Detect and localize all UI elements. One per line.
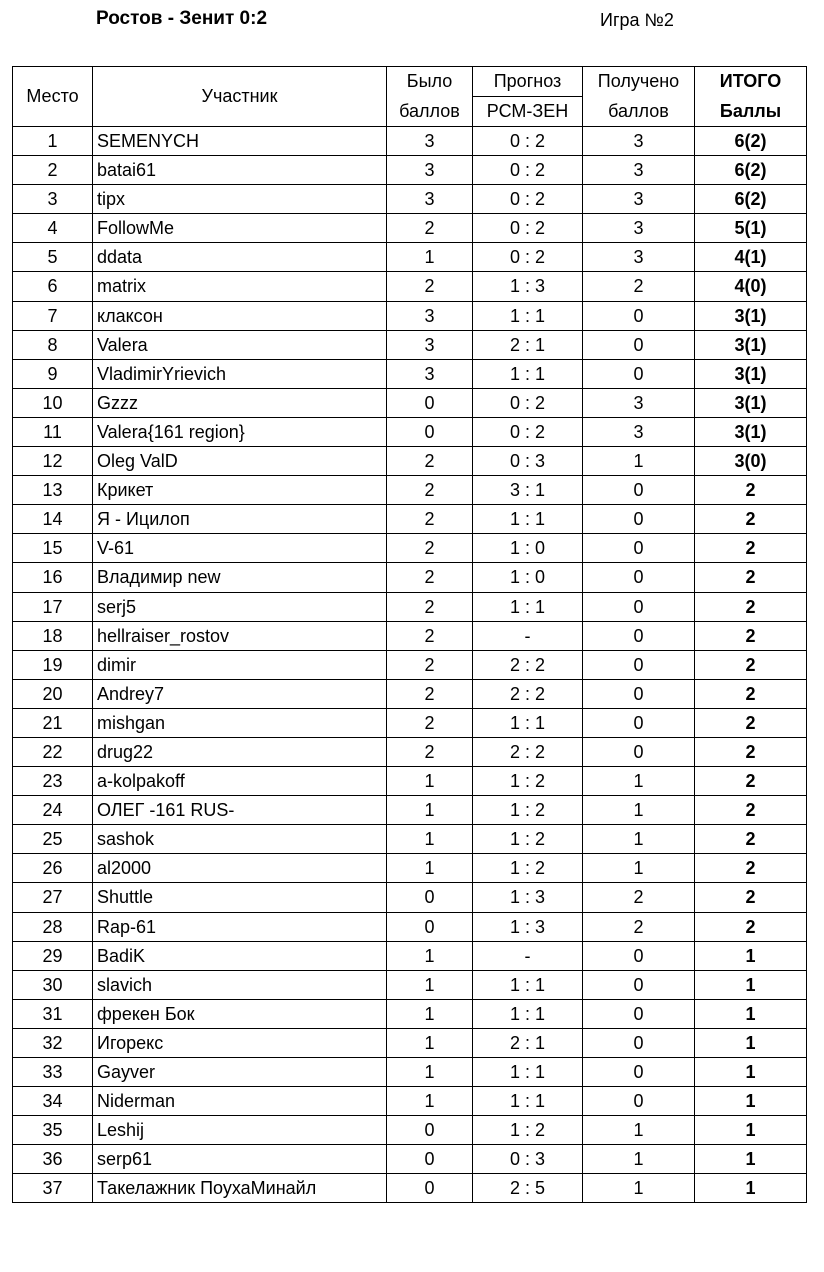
forecast-cell: 2 : 1 [473, 330, 583, 359]
table-row [13, 563, 807, 592]
place-cell: 8 [13, 330, 93, 359]
got-points-cell: 1 [583, 1145, 695, 1174]
got-points-cell: 0 [583, 301, 695, 330]
total-points-cell: 2 [695, 912, 807, 941]
table-row [13, 737, 807, 766]
was-points-cell: 1 [387, 999, 473, 1028]
total-points-cell: 3(1) [695, 301, 807, 330]
got-points-cell: 0 [583, 941, 695, 970]
place-cell: 5 [13, 243, 93, 272]
got-points-cell: 1 [583, 796, 695, 825]
got-points-cell: 3 [583, 127, 695, 156]
total-points-cell: 4(0) [695, 272, 807, 301]
table-row [13, 243, 807, 272]
forecast-cell: 1 : 1 [473, 592, 583, 621]
forecast-cell: 1 : 0 [473, 534, 583, 563]
forecast-cell: 1 : 3 [473, 272, 583, 301]
was-points-cell: 0 [387, 883, 473, 912]
place-cell: 30 [13, 970, 93, 999]
forecast-cell: 3 : 1 [473, 476, 583, 505]
participant-cell: Andrey7 [93, 679, 387, 708]
was-points-cell: 0 [387, 417, 473, 446]
got-points-cell: 0 [583, 679, 695, 708]
total-points-cell: 2 [695, 563, 807, 592]
was-points-cell: 0 [387, 1174, 473, 1203]
participant-cell: Oleg ValD [93, 447, 387, 476]
was-points-cell: 3 [387, 359, 473, 388]
total-points-cell: 2 [695, 679, 807, 708]
participant-cell: matrix [93, 272, 387, 301]
place-cell: 12 [13, 447, 93, 476]
place-cell: 24 [13, 796, 93, 825]
total-points-cell: 2 [695, 883, 807, 912]
total-points-cell: 1 [695, 1087, 807, 1116]
table-row [13, 388, 807, 417]
got-points-cell: 1 [583, 1174, 695, 1203]
table-row [13, 1058, 807, 1087]
table-row [13, 156, 807, 185]
was-points-cell: 1 [387, 970, 473, 999]
forecast-cell: 0 : 2 [473, 417, 583, 446]
table-row [13, 1174, 807, 1203]
total-header-line1: ИТОГО [695, 67, 807, 97]
forecast-cell: 0 : 3 [473, 447, 583, 476]
total-points-cell: 1 [695, 1174, 807, 1203]
was-points-cell: 1 [387, 825, 473, 854]
got-header-line1: Получено [583, 67, 695, 97]
table-row [13, 883, 807, 912]
was-points-cell: 3 [387, 330, 473, 359]
participant-cell: tipx [93, 185, 387, 214]
forecast-cell: 1 : 0 [473, 563, 583, 592]
participant-cell: a-kolpakoff [93, 767, 387, 796]
got-points-cell: 0 [583, 737, 695, 766]
table-row [13, 999, 807, 1028]
participant-cell: Такелажник ПоухаМинайл [93, 1174, 387, 1203]
place-cell: 23 [13, 767, 93, 796]
table-row [13, 592, 807, 621]
table-row [13, 534, 807, 563]
got-points-cell: 0 [583, 534, 695, 563]
was-points-cell: 3 [387, 185, 473, 214]
table-row [13, 767, 807, 796]
was-header-line2: баллов [387, 97, 473, 127]
was-points-cell: 3 [387, 156, 473, 185]
was-points-cell: 2 [387, 534, 473, 563]
total-points-cell: 2 [695, 476, 807, 505]
table-row [13, 214, 807, 243]
was-points-cell: 3 [387, 127, 473, 156]
place-cell: 15 [13, 534, 93, 563]
table-row [13, 505, 807, 534]
place-cell: 10 [13, 388, 93, 417]
was-points-cell: 1 [387, 1058, 473, 1087]
was-points-cell: 0 [387, 912, 473, 941]
got-points-cell: 3 [583, 243, 695, 272]
got-points-cell: 0 [583, 970, 695, 999]
got-points-cell: 0 [583, 650, 695, 679]
participant-cell: Игорекс [93, 1028, 387, 1057]
got-points-cell: 0 [583, 330, 695, 359]
got-points-cell: 3 [583, 388, 695, 417]
participant-header: Участник [93, 67, 387, 127]
total-points-cell: 2 [695, 592, 807, 621]
place-cell: 21 [13, 708, 93, 737]
forecast-cell: 2 : 5 [473, 1174, 583, 1203]
table-row [13, 679, 807, 708]
forecast-cell: 0 : 2 [473, 185, 583, 214]
forecast-cell: 1 : 2 [473, 854, 583, 883]
total-points-cell: 3(1) [695, 330, 807, 359]
participant-cell: Valera{161 region} [93, 417, 387, 446]
table-row [13, 301, 807, 330]
participant-cell: serp61 [93, 1145, 387, 1174]
place-cell: 35 [13, 1116, 93, 1145]
table-row [13, 417, 807, 446]
total-points-cell: 2 [695, 796, 807, 825]
place-cell: 1 [13, 127, 93, 156]
forecast-cell: 0 : 3 [473, 1145, 583, 1174]
table-row [13, 330, 807, 359]
forecast-cell: 0 : 2 [473, 388, 583, 417]
was-points-cell: 0 [387, 1116, 473, 1145]
table-row [13, 912, 807, 941]
got-points-cell: 0 [583, 476, 695, 505]
participant-cell: Leshij [93, 1116, 387, 1145]
place-cell: 9 [13, 359, 93, 388]
was-points-cell: 2 [387, 737, 473, 766]
place-cell: 6 [13, 272, 93, 301]
table-row [13, 1028, 807, 1057]
total-points-cell: 3(0) [695, 447, 807, 476]
got-points-cell: 2 [583, 883, 695, 912]
participant-cell: BadiK [93, 941, 387, 970]
was-points-cell: 2 [387, 708, 473, 737]
match-title: Ростов - Зенит 0:2 [96, 8, 268, 29]
table-row [13, 650, 807, 679]
total-points-cell: 2 [695, 621, 807, 650]
place-cell: 3 [13, 185, 93, 214]
place-cell: 18 [13, 621, 93, 650]
standings-table [12, 66, 807, 1203]
was-points-cell: 0 [387, 388, 473, 417]
was-points-cell: 2 [387, 650, 473, 679]
participant-cell: sashok [93, 825, 387, 854]
total-points-cell: 6(2) [695, 185, 807, 214]
table-row [13, 185, 807, 214]
total-points-cell: 3(1) [695, 417, 807, 446]
total-points-cell: 2 [695, 505, 807, 534]
place-cell: 26 [13, 854, 93, 883]
participant-cell: SEMENYCH [93, 127, 387, 156]
total-points-cell: 1 [695, 941, 807, 970]
total-points-cell: 2 [695, 767, 807, 796]
place-cell: 22 [13, 737, 93, 766]
was-points-cell: 2 [387, 272, 473, 301]
got-header-line2: баллов [583, 97, 695, 127]
total-points-cell: 1 [695, 1058, 807, 1087]
was-points-cell: 2 [387, 214, 473, 243]
total-points-cell: 3(1) [695, 388, 807, 417]
place-cell: 37 [13, 1174, 93, 1203]
got-points-cell: 3 [583, 185, 695, 214]
was-points-cell: 1 [387, 767, 473, 796]
got-points-cell: 0 [583, 592, 695, 621]
table-row [13, 1145, 807, 1174]
got-points-cell: 0 [583, 1087, 695, 1116]
forecast-cell: 0 : 2 [473, 243, 583, 272]
table-row [13, 621, 807, 650]
was-points-cell: 2 [387, 592, 473, 621]
got-points-cell: 2 [583, 272, 695, 301]
table-row [13, 127, 807, 156]
got-points-cell: 0 [583, 708, 695, 737]
forecast-cell: 0 : 2 [473, 127, 583, 156]
total-points-cell: 2 [695, 854, 807, 883]
participant-cell: клаксон [93, 301, 387, 330]
place-header: Место [13, 67, 93, 127]
place-cell: 34 [13, 1087, 93, 1116]
got-points-cell: 3 [583, 156, 695, 185]
header-row-top [13, 67, 807, 97]
forecast-cell: 1 : 1 [473, 1058, 583, 1087]
place-cell: 27 [13, 883, 93, 912]
was-points-cell: 1 [387, 243, 473, 272]
participant-cell: Gayver [93, 1058, 387, 1087]
total-points-cell: 2 [695, 708, 807, 737]
participant-cell: Rap-61 [93, 912, 387, 941]
total-points-cell: 1 [695, 970, 807, 999]
got-points-cell: 1 [583, 447, 695, 476]
participant-cell: ОЛЕГ -161 RUS- [93, 796, 387, 825]
was-points-cell: 2 [387, 505, 473, 534]
forecast-cell: 1 : 3 [473, 912, 583, 941]
was-points-cell: 1 [387, 854, 473, 883]
place-cell: 4 [13, 214, 93, 243]
table-row [13, 708, 807, 737]
got-points-cell: 0 [583, 999, 695, 1028]
participant-cell: Владимир new [93, 563, 387, 592]
got-points-cell: 0 [583, 1058, 695, 1087]
got-points-cell: 0 [583, 563, 695, 592]
place-cell: 36 [13, 1145, 93, 1174]
forecast-cell: 1 : 1 [473, 1087, 583, 1116]
forecast-cell: 1 : 2 [473, 767, 583, 796]
forecast-cell: 2 : 1 [473, 1028, 583, 1057]
forecast-cell: 2 : 2 [473, 650, 583, 679]
forecast-subheader: РСМ-ЗЕН [473, 97, 583, 127]
participant-cell: FollowMe [93, 214, 387, 243]
was-header-line1: Было [387, 67, 473, 97]
table-row [13, 941, 807, 970]
was-points-cell: 0 [387, 1145, 473, 1174]
total-points-cell: 6(2) [695, 127, 807, 156]
total-points-cell: 2 [695, 737, 807, 766]
forecast-cell: 0 : 2 [473, 214, 583, 243]
was-points-cell: 1 [387, 941, 473, 970]
got-points-cell: 0 [583, 621, 695, 650]
was-points-cell: 3 [387, 301, 473, 330]
was-points-cell: 2 [387, 563, 473, 592]
place-cell: 7 [13, 301, 93, 330]
total-points-cell: 6(2) [695, 156, 807, 185]
forecast-header: Прогноз [473, 67, 583, 97]
place-cell: 13 [13, 476, 93, 505]
table-row [13, 1087, 807, 1116]
place-cell: 31 [13, 999, 93, 1028]
forecast-cell: 1 : 2 [473, 796, 583, 825]
forecast-cell: 2 : 2 [473, 737, 583, 766]
total-points-cell: 2 [695, 825, 807, 854]
table-row [13, 796, 807, 825]
forecast-cell: 1 : 1 [473, 505, 583, 534]
was-points-cell: 2 [387, 447, 473, 476]
participant-cell: slavich [93, 970, 387, 999]
participant-cell: фрекен Бок [93, 999, 387, 1028]
participant-cell: Valera [93, 330, 387, 359]
got-points-cell: 0 [583, 505, 695, 534]
forecast-cell: 1 : 1 [473, 359, 583, 388]
table-row [13, 272, 807, 301]
total-points-cell: 4(1) [695, 243, 807, 272]
total-points-cell: 5(1) [695, 214, 807, 243]
total-points-cell: 2 [695, 650, 807, 679]
total-points-cell: 1 [695, 1116, 807, 1145]
place-cell: 25 [13, 825, 93, 854]
was-points-cell: 2 [387, 679, 473, 708]
total-points-cell: 1 [695, 1145, 807, 1174]
was-points-cell: 2 [387, 621, 473, 650]
forecast-cell: 1 : 3 [473, 883, 583, 912]
forecast-cell: - [473, 941, 583, 970]
place-cell: 33 [13, 1058, 93, 1087]
place-cell: 14 [13, 505, 93, 534]
table-row [13, 825, 807, 854]
was-points-cell: 1 [387, 1087, 473, 1116]
forecast-cell: - [473, 621, 583, 650]
total-points-cell: 1 [695, 1028, 807, 1057]
participant-cell: V-61 [93, 534, 387, 563]
got-points-cell: 1 [583, 825, 695, 854]
participant-cell: VladimirYrievich [93, 359, 387, 388]
got-points-cell: 3 [583, 417, 695, 446]
place-cell: 32 [13, 1028, 93, 1057]
got-points-cell: 3 [583, 214, 695, 243]
was-points-cell: 1 [387, 1028, 473, 1057]
participant-cell: hellraiser_rostov [93, 621, 387, 650]
participant-cell: Я - Ицилоп [93, 505, 387, 534]
got-points-cell: 0 [583, 1028, 695, 1057]
total-points-cell: 2 [695, 534, 807, 563]
participant-cell: Niderman [93, 1087, 387, 1116]
forecast-cell: 2 : 2 [473, 679, 583, 708]
got-points-cell: 1 [583, 1116, 695, 1145]
participant-cell: serj5 [93, 592, 387, 621]
table-row [13, 854, 807, 883]
forecast-cell: 1 : 1 [473, 970, 583, 999]
participant-cell: al2000 [93, 854, 387, 883]
participant-cell: dimir [93, 650, 387, 679]
forecast-cell: 0 : 2 [473, 156, 583, 185]
place-cell: 19 [13, 650, 93, 679]
place-cell: 29 [13, 941, 93, 970]
table-row [13, 359, 807, 388]
total-points-cell: 3(1) [695, 359, 807, 388]
place-cell: 2 [13, 156, 93, 185]
was-points-cell: 2 [387, 476, 473, 505]
forecast-cell: 1 : 1 [473, 301, 583, 330]
got-points-cell: 1 [583, 854, 695, 883]
participant-cell: Gzzz [93, 388, 387, 417]
place-cell: 16 [13, 563, 93, 592]
forecast-cell: 1 : 1 [473, 708, 583, 737]
place-cell: 17 [13, 592, 93, 621]
participant-cell: mishgan [93, 708, 387, 737]
table-row [13, 476, 807, 505]
participant-cell: Shuttle [93, 883, 387, 912]
was-points-cell: 1 [387, 796, 473, 825]
standings-body [13, 127, 807, 1203]
table-row [13, 1116, 807, 1145]
total-points-cell: 1 [695, 999, 807, 1028]
got-points-cell: 0 [583, 359, 695, 388]
forecast-cell: 1 : 2 [473, 1116, 583, 1145]
got-points-cell: 2 [583, 912, 695, 941]
total-header-line2: Баллы [695, 97, 807, 127]
place-cell: 28 [13, 912, 93, 941]
forecast-cell: 1 : 1 [473, 999, 583, 1028]
table-row [13, 970, 807, 999]
participant-cell: drug22 [93, 737, 387, 766]
got-points-cell: 1 [583, 767, 695, 796]
place-cell: 11 [13, 417, 93, 446]
participant-cell: batai61 [93, 156, 387, 185]
participant-cell: ddata [93, 243, 387, 272]
place-cell: 20 [13, 679, 93, 708]
participant-cell: Крикет [93, 476, 387, 505]
forecast-cell: 1 : 2 [473, 825, 583, 854]
table-row [13, 447, 807, 476]
game-number: Игра №2 [600, 10, 674, 30]
